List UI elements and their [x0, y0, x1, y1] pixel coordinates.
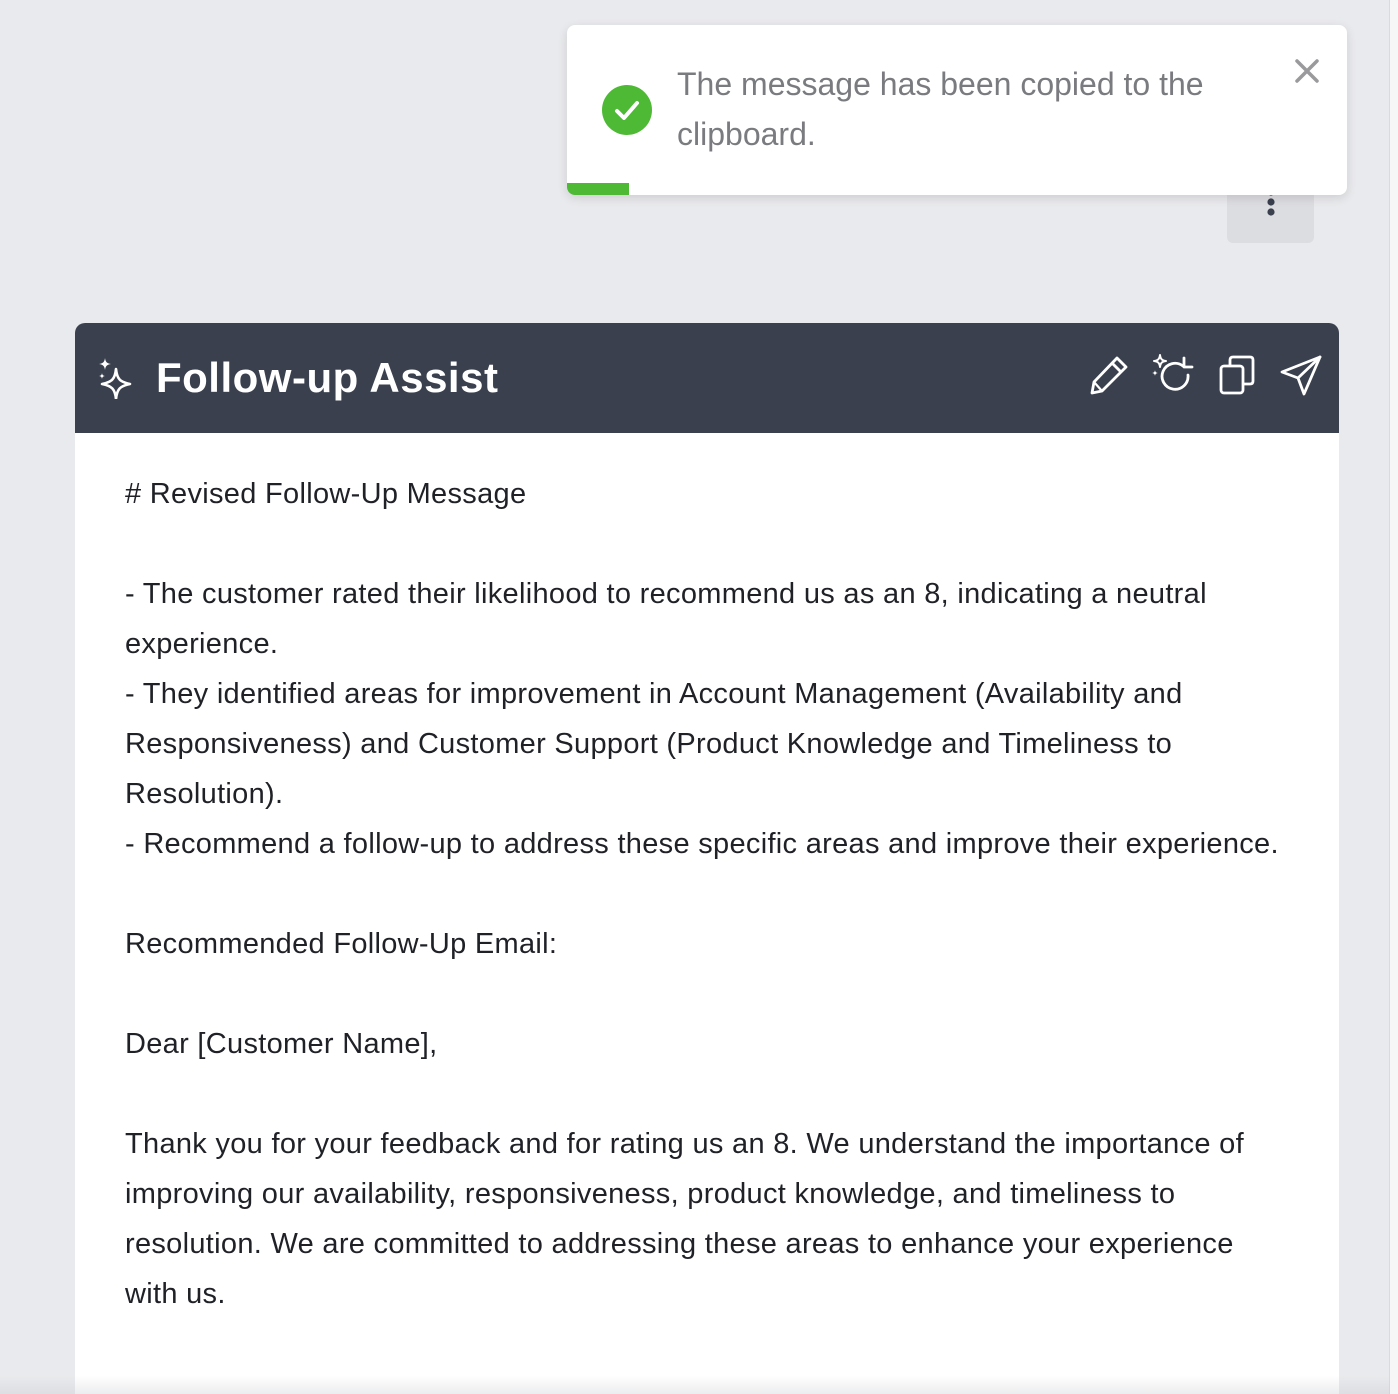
- assist-message-body: [75, 433, 1339, 1319]
- toast-close-button[interactable]: [1289, 55, 1325, 91]
- summary-bullet: - Recommend a follow-up to address these specific areas and improve their experience.: [125, 828, 1279, 860]
- email-label: Recommended Follow-Up Email:: [125, 928, 558, 960]
- toast-message: The message has been copied to the clipboard.: [677, 66, 1204, 152]
- copy-icon: [1218, 354, 1256, 401]
- email-greeting: Dear [Customer Name],: [125, 1028, 438, 1060]
- follow-up-assist-card: [75, 323, 1339, 1394]
- bottom-fade: [0, 1376, 1390, 1394]
- summary-bullet: - They identified areas for improvement in Account Management (Availability and Responsiveness) and Customer Support (Product Knowledge and Timeliness to Resolution).: [125, 678, 1183, 810]
- spacer: [125, 519, 1289, 569]
- copied-toast: [567, 25, 1347, 195]
- email-paragraph: Thank you for your feedback and for rating us an 8. We understand the importance of improving our availability, responsiveness, product knowledge, and timeliness to resolution. We are committed to addressing these areas to enhance your experience with us.: [125, 1128, 1244, 1310]
- card-title: Follow-up Assist: [156, 354, 499, 401]
- send-button[interactable]: [1279, 353, 1323, 401]
- spacer: [125, 1069, 1289, 1119]
- spacer: [125, 869, 1289, 919]
- close-icon: [1293, 57, 1321, 90]
- card-header: [75, 323, 1339, 433]
- regenerate-button[interactable]: [1151, 353, 1195, 401]
- toast-progress-bar: [567, 183, 629, 195]
- summary-bullet: - The customer rated their likelihood to recommend us as an 8, indicating a neutral experience.: [125, 578, 1207, 660]
- scrollbar-track[interactable]: [1389, 0, 1398, 1394]
- copy-button[interactable]: [1215, 353, 1259, 401]
- sparkle-icon: [97, 357, 133, 399]
- message-heading: # Revised Follow-Up Message: [125, 478, 527, 510]
- check-circle-icon: [602, 85, 652, 135]
- pencil-icon: [1088, 354, 1130, 401]
- header-actions: [1087, 353, 1323, 401]
- sparkle-refresh-icon: [1151, 353, 1195, 402]
- edit-button[interactable]: [1087, 353, 1131, 401]
- spacer: [125, 969, 1289, 1019]
- send-icon: [1279, 354, 1323, 401]
